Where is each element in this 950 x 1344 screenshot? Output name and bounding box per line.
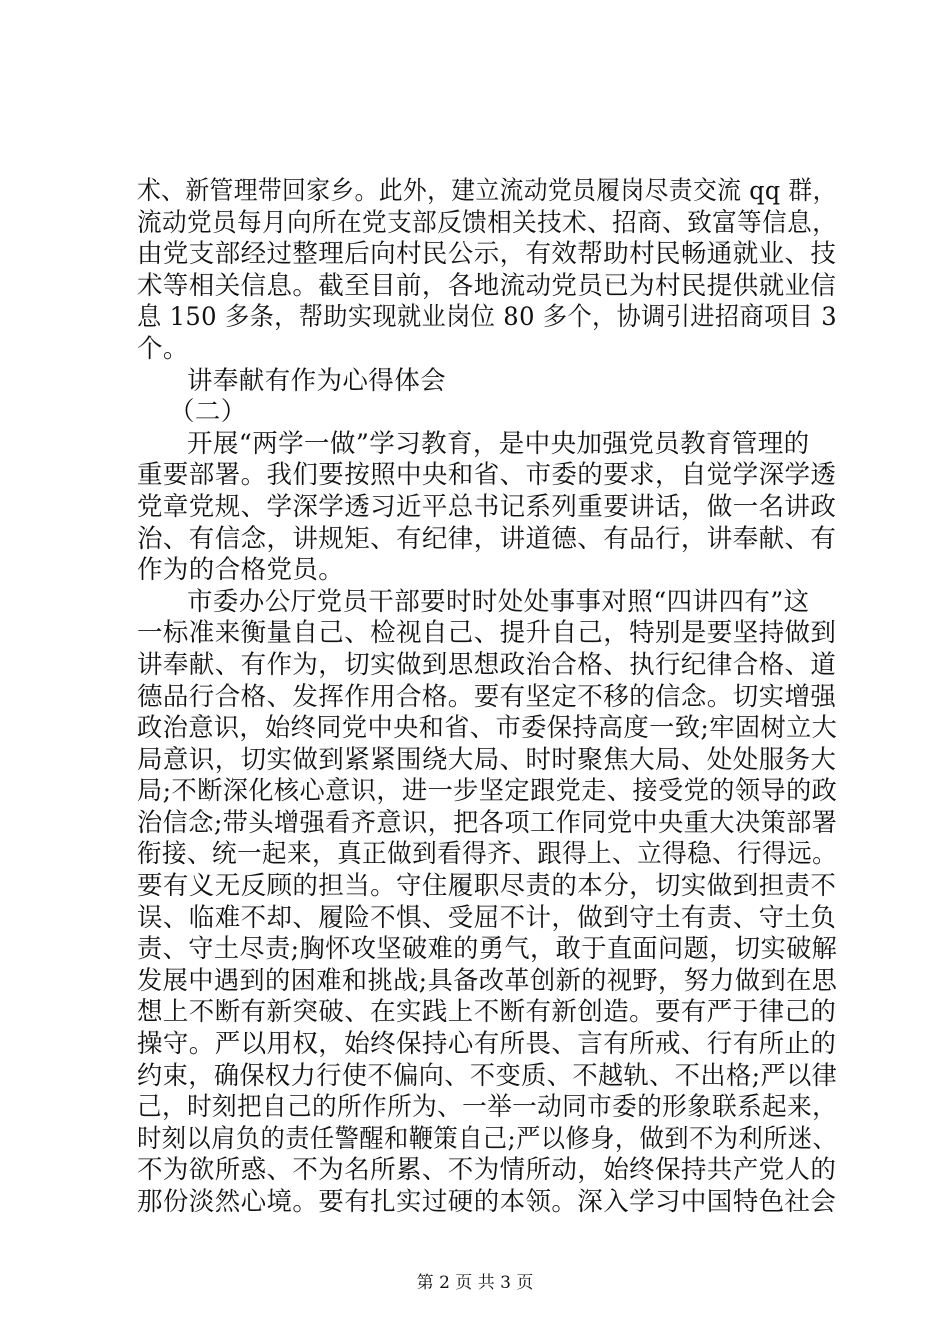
text-line: 德品行合格、发挥作用合格。要有坚定不移的信念。切实增强 [137, 681, 837, 712]
text-line: 操守。严以用权，始终保持心有所畏、言有所戒、行有所止的 [137, 1029, 837, 1060]
document-body [137, 176, 837, 1219]
text-line: 市委办公厅党员干部要时时处处事事对照“四讲四有”这 [187, 586, 810, 617]
text-line: 误、临难不却、履险不惧、受屈不计，做到守土有责、守土负 [137, 902, 837, 933]
text-line: 责、守土尽责;胸怀攻坚破难的勇气，敢于直面问题，切实破解 [137, 934, 838, 965]
text-line: 发展中遇到的困难和挑战;具备改革创新的视野，努力做到在思 [137, 965, 838, 996]
text-line: 治、有信念，讲规矩、有纪律，讲道德、有品行，讲奉献、有 [137, 523, 837, 554]
text-line: 党章党规、学深学透习近平总书记系列重要讲话，做一名讲政 [137, 491, 837, 522]
text-line: 开展“两学一做”学习教育，是中央加强党员教育管理的 [187, 428, 810, 459]
text-line: 不为欲所惑、不为名所累、不为情所动，始终保持共产党人的 [137, 1155, 837, 1186]
text-line: 局;不断深化核心意识，进一步坚定跟党走、接受党的领导的政 [137, 776, 838, 807]
text-line: 术等相关信息。截至目前，各地流动党员已为村民提供就业信 [137, 270, 837, 301]
text-line: 要有义无反顾的担当。守住履职尽责的本分，切实做到担责不 [137, 871, 837, 902]
section-number: （二） [169, 397, 247, 428]
text-line: 流动党员每月向所在党支部反馈相关技术、招商、致富等信息， [137, 207, 838, 238]
page-indicator: 第 2 页 共 3 页 [416, 1273, 534, 1293]
text-line: 作为的合格党员。 [137, 555, 345, 586]
text-line: 个。 [137, 333, 189, 364]
text-line: 想上不断有新突破、在实践上不断有新创造。要有严于律己的 [137, 997, 837, 1028]
text-line: 那份淡然心境。要有扎实过硬的本领。深入学习中国特色社会 [137, 1187, 837, 1217]
text-line: 讲奉献、有作为，切实做到思想政治合格、执行纪律合格、道 [137, 649, 837, 680]
page-footer [0, 1272, 950, 1294]
text-line: 约束，确保权力行使不偏向、不变质、不越轨、不出格;严以律 [137, 1060, 838, 1091]
text-line: 政治意识，始终同党中央和省、市委保持高度一致;牢固树立大 [137, 713, 838, 744]
section-title: 讲奉献有作为心得体会 [187, 365, 447, 396]
text-line: 治信念;带头增强看齐意识，把各项工作同党中央重大决策部署 [137, 807, 838, 838]
text-line: 由党支部经过整理后向村民公示，有效帮助村民畅通就业、技 [137, 239, 837, 270]
text-line: 术、新管理带回家乡。此外，建立流动党员履岗尽责交流 qq 群， [137, 176, 837, 206]
text-line: 衔接、统一起来，真正做到看得齐、跟得上、立得稳、行得远。 [137, 839, 838, 870]
text-line: 局意识，切实做到紧紧围绕大局、时时聚焦大局、处处服务大 [137, 744, 837, 775]
text-line: 一标准来衡量自己、检视自己、提升自己，特别是要坚持做到 [137, 618, 837, 649]
text-line: 重要部署。我们要按照中央和省、市委的要求，自觉学深学透 [137, 460, 837, 491]
text-line: 己，时刻把自己的所作所为、一举一动同市委的形象联系起来， [137, 1092, 838, 1123]
text-line: 息 150 多条，帮助实现就业岗位 80 多个，协调引进招商项目 3 [137, 302, 837, 333]
text-line: 时刻以肩负的责任警醒和鞭策自己;严以修身，做到不为利所迷、 [137, 1123, 838, 1154]
